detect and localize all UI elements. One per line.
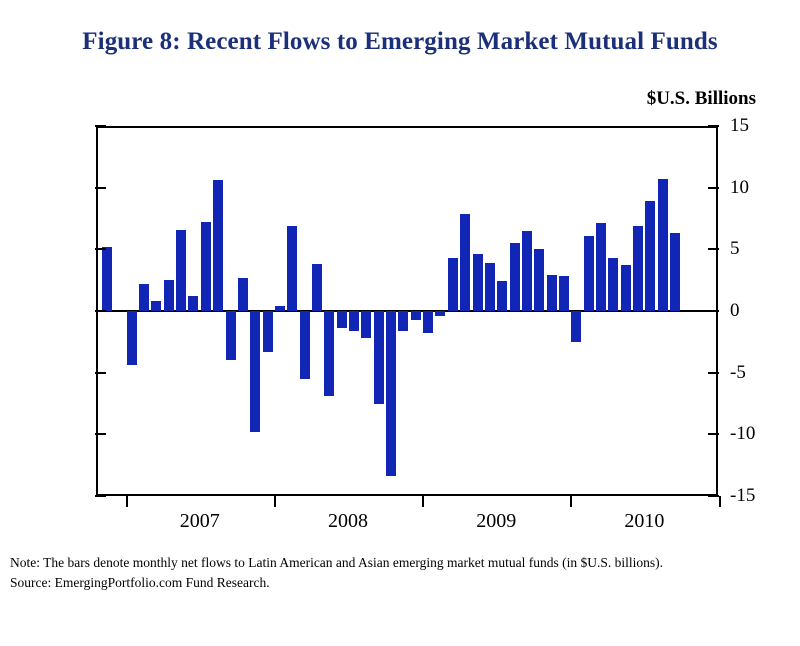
bar	[176, 230, 186, 311]
bar	[485, 263, 495, 311]
y-axis-label: 0	[730, 300, 740, 321]
bar	[584, 236, 594, 311]
x-axis-label: 2009	[476, 510, 517, 532]
bar	[263, 311, 273, 352]
bar	[608, 258, 618, 311]
bar	[201, 222, 211, 311]
bar	[473, 254, 483, 311]
bar	[621, 265, 631, 311]
figure-notes	[10, 553, 790, 592]
x-axis-tick	[126, 496, 128, 507]
bar	[633, 226, 643, 311]
y-axis-tick-left	[95, 187, 106, 189]
y-axis-tick-left	[95, 310, 106, 312]
y-axis-tick	[708, 125, 719, 127]
y-axis-tick	[708, 248, 719, 250]
y-axis-tick	[708, 433, 719, 435]
bar	[559, 276, 569, 311]
x-axis-label: 2008	[328, 510, 368, 532]
bar	[250, 311, 260, 432]
bar	[337, 311, 347, 328]
bar	[139, 284, 149, 311]
bar	[596, 223, 606, 311]
x-axis-tick	[719, 496, 721, 507]
bar	[374, 311, 384, 404]
bar	[349, 311, 359, 331]
y-axis-label: -10	[730, 423, 756, 445]
bar	[658, 179, 668, 311]
y-axis-tick-left	[95, 433, 106, 435]
bar-series	[96, 126, 718, 496]
chart-plot-area	[96, 115, 756, 532]
bar	[534, 249, 544, 311]
bar	[411, 311, 421, 320]
y-axis-tick	[708, 495, 719, 497]
y-axis-tick-left	[95, 248, 106, 250]
y-axis-tick	[708, 187, 719, 189]
bar	[151, 301, 161, 311]
y-axis-tick-left	[95, 372, 106, 374]
y-axis-label: 10	[730, 176, 749, 198]
x-axis-label: 2007	[179, 510, 220, 532]
bar	[300, 311, 310, 379]
bar	[386, 311, 396, 476]
bar	[435, 311, 445, 316]
bar	[164, 280, 174, 311]
x-axis-label: 2010	[624, 510, 665, 532]
bar	[127, 311, 137, 365]
bar	[238, 278, 248, 311]
bar	[275, 306, 285, 311]
bar	[102, 247, 112, 311]
y-axis-label: 15	[730, 115, 749, 136]
x-axis-tick	[274, 496, 276, 507]
bar	[287, 226, 297, 311]
bar	[423, 311, 433, 333]
bar	[361, 311, 371, 338]
bar	[324, 311, 334, 396]
y-axis-label: 5	[730, 238, 740, 260]
y-axis-label: -15	[730, 485, 756, 506]
bar	[497, 281, 507, 311]
bar	[188, 296, 198, 311]
bar	[571, 311, 581, 342]
bar	[213, 180, 223, 311]
x-axis-tick	[570, 496, 572, 507]
bar	[226, 311, 236, 360]
y-axis-unit-label: $U.S. Billions	[646, 88, 756, 109]
bar	[460, 214, 470, 311]
y-axis-tick	[708, 372, 719, 374]
y-axis-tick	[708, 310, 719, 312]
bar	[547, 275, 557, 311]
x-axis-tick	[422, 496, 424, 507]
bar	[398, 311, 408, 331]
bar	[670, 233, 680, 311]
bar	[448, 258, 458, 311]
page-title: Figure 8: Recent Flows to Emerging Market Mutual Funds	[82, 28, 718, 55]
y-axis-tick-left	[95, 125, 106, 127]
bar	[510, 243, 520, 311]
bar	[645, 201, 655, 311]
source-line: Source: EmergingPortfolio.com Fund Research.	[10, 574, 270, 590]
note-line: Note: The bars denote monthly net flows to Latin American and Asian emerging market mutual funds (in $U.S. billions).	[10, 555, 664, 570]
bar	[522, 231, 532, 311]
bar	[312, 264, 322, 311]
y-axis-tick-left	[95, 495, 106, 497]
y-axis-label: -5	[730, 361, 746, 383]
